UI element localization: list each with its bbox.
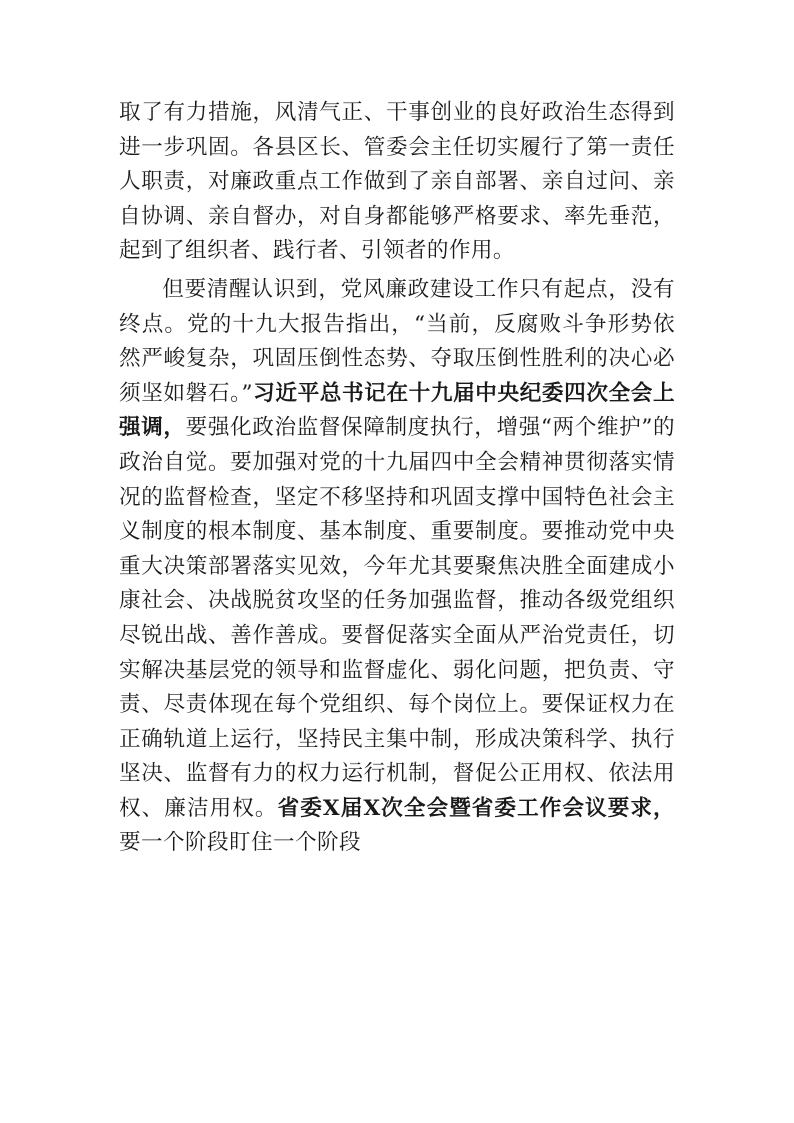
- paragraph-1-text: 取了有力措施，风清气正、干事创业的良好政治生态得到进一步巩固。各县区长、管委会主任切实履行了第一责任人职责，对廉政重点工作做到了亲自部署、亲自过问、亲自协调、亲自督办，对自身都能够严格要求、率先垂范，起到了组织者、践行者、引领者的作用。: [119, 100, 675, 264]
- paragraph-2-text-body: 要强化政治监督保障制度执行，增强“两个维护”的政治自觉。要加强对党的十九届四中全会精神贯彻落实情况的监督检查，坚定不移坚持和巩固支撑中国特色社会主义制度的根本制度、基本制度、重要制度。要推动党中央重大决策部署落实见效，今年尤其要聚焦决胜全面建成小康社会、决战脱贫攻坚的任务加强监督，推动各级党组织尽锐出战、善作善成。要督促落实全面从严治党责任，切实解决基层党的领导和监督虚化、弱化问题，把负责、守责、尽责体现在每个党组织、每个岗位上。要保证权力在正确轨道上运行，坚持民主集中制，形成决策科学、执行坚决、监督有力的权力运行机制，督促公正用权、依法用权、廉洁用权。: [119, 415, 676, 821]
- paragraph-1: [119, 96, 675, 269]
- paragraph-2-text-intro: 但要清醒认识到，党风廉政建设工作只有起点，没有终点。党的十九大报告指出，“当前，反腐败斗争形势依然严峻复杂，巩固压倒性态势、夺取压倒性胜利的决心必须坚如磐石。”: [119, 276, 675, 406]
- paragraph-2: [119, 273, 675, 861]
- paragraph-2-text-tail: 要一个阶段盯住一个阶段: [119, 830, 361, 856]
- paragraph-2-emphasis-provincial: 省委X届X次全会暨省委工作会议要求，: [277, 795, 675, 821]
- paragraph-2-emphasis-xi: 习近平总书记在十九届中央纪委四次全会上强调，: [119, 380, 675, 441]
- document-page: [119, 96, 675, 861]
